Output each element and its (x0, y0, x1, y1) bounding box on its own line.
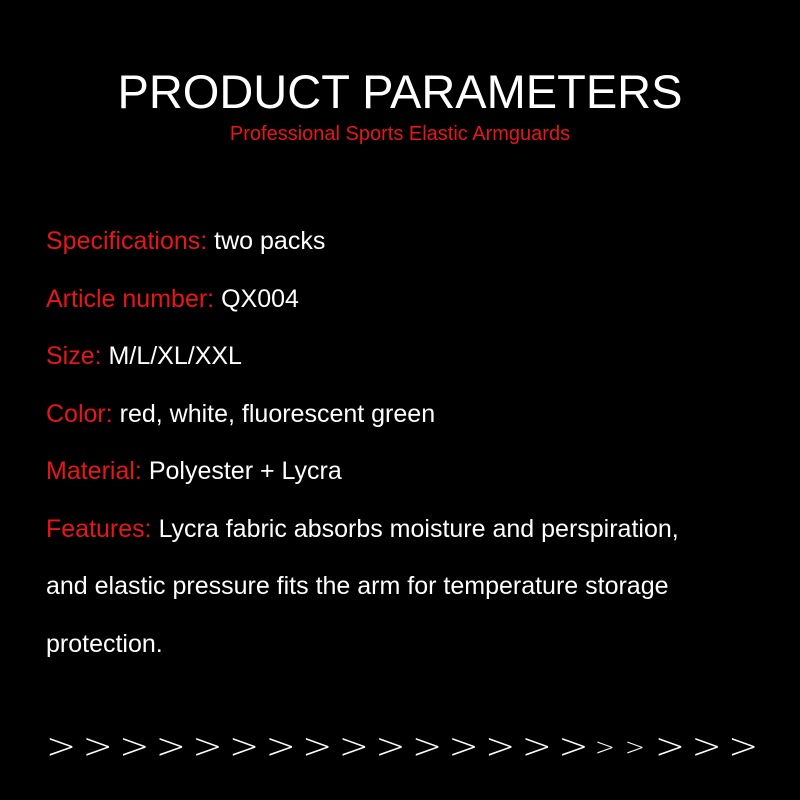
spec-row-color (46, 386, 766, 444)
chevron-right-icon: > (228, 726, 260, 767)
chevron-right-icon: > (485, 726, 516, 767)
spec-label: Specifications: (46, 227, 208, 255)
chevron-right-icon: > (594, 733, 616, 761)
spec-label: Material: (46, 457, 142, 485)
spec-label: Article number: (46, 284, 215, 313)
spec-value: red, white, fluorescent green (119, 399, 436, 428)
spec-row-features (46, 501, 766, 674)
spec-value: Lycra fabric absorbs moisture and perspiration, (158, 514, 679, 543)
spec-value: QX004 (221, 284, 299, 313)
spec-label: Features: (46, 514, 152, 543)
spec-row-specifications (46, 213, 766, 271)
chevron-right-icon: > (375, 726, 406, 767)
chevron-right-icon: > (624, 733, 646, 761)
spec-value: two packs (214, 227, 326, 255)
chevron-right-icon: > (411, 726, 443, 767)
chevron-right-icon: > (82, 726, 113, 767)
spec-value: Polyester + Lycra (148, 457, 342, 485)
chevron-right-icon: > (728, 726, 759, 767)
arrow-divider (46, 722, 766, 772)
chevron-right-icon: > (192, 726, 223, 767)
chevron-right-icon: > (119, 726, 150, 767)
chevron-right-icon: > (558, 726, 589, 767)
page-subtitle: Professional Sports Elastic Armguards (229, 123, 571, 145)
spec-label: Color: (46, 399, 113, 428)
spec-label: Size: (46, 342, 102, 370)
chevron-right-icon: > (691, 726, 722, 767)
chevron-right-icon: > (46, 726, 77, 767)
chevron-right-icon: > (302, 726, 333, 767)
features-line-2: and elastic pressure fits the arm for temperature storage (46, 572, 669, 600)
spec-list (46, 213, 766, 673)
spec-value: M/L/XL/XXL (108, 342, 242, 370)
spec-row-material (46, 443, 766, 501)
chevron-right-icon: > (521, 726, 552, 767)
chevron-right-icon: > (448, 726, 479, 767)
spec-row-article-number (46, 271, 766, 329)
features-line-1 (46, 501, 766, 559)
chevron-right-icon: > (654, 726, 686, 767)
spec-row-size (46, 328, 766, 386)
page-title: PRODUCT PARAMETERS (117, 65, 683, 118)
features-line-3: protection. (46, 629, 163, 658)
chevron-right-icon: > (265, 726, 296, 767)
chevron-right-icon: > (155, 726, 186, 767)
chevron-right-icon: > (338, 726, 369, 767)
